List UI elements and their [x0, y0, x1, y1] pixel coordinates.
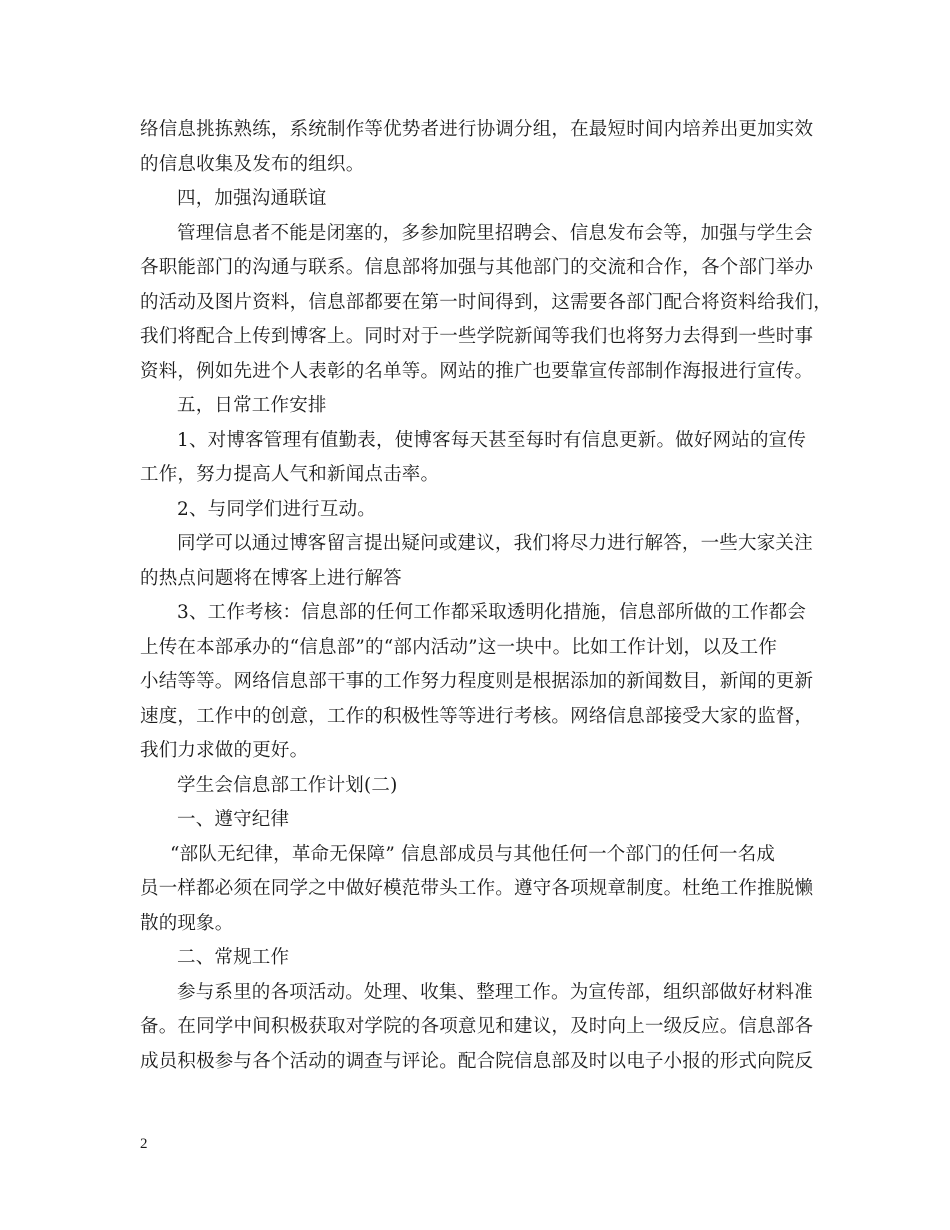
paragraph-line: 的信息收集及发布的组织。	[140, 153, 365, 175]
section-heading: 二、常规工作	[177, 947, 290, 968]
paragraph-line: 我们力求做的更好。	[140, 740, 309, 761]
paragraph-line: 成员积极参与各个活动的调查与评论。配合院信息部及时以电子小报的形式向院反	[140, 1050, 814, 1072]
paragraph-line: 工作，努力提高人气和新闻点击率。	[140, 464, 440, 485]
document-title: 学生会信息部工作计划(二)	[177, 774, 398, 796]
paragraph-line: 各职能部门的沟通与联系。信息部将加强与其他部门的交流和合作，各个部门举办	[140, 257, 814, 278]
paragraph-line: 小结等等。网络信息部干事的工作努力程度则是根据添加的新闻数目，新闻的更新	[140, 671, 814, 692]
paragraph-line: 1、对博客管理有值勤表，使博客每天甚至每时有信息更新。做好网站的宣传	[177, 429, 807, 451]
section-heading: 四，加强沟通联谊	[177, 188, 327, 209]
paragraph-line: “部队无纪律，革命无保障” 信息部成员与其他任何一个部门的任何一名成	[170, 843, 776, 865]
paragraph-line: 备。在同学中间积极获取对学院的各项意见和建议，及时向上一级反应。信息部各	[140, 1016, 814, 1037]
paragraph-line: 速度，工作中的创意，工作的积极性等等进行考核。网络信息部接受大家的监督，	[140, 705, 814, 727]
paragraph-line: 的热点问题将在博客上进行解答	[140, 567, 402, 589]
section-heading: 一、遵守纪律	[177, 809, 290, 830]
paragraph-line: 络信息挑拣熟练，系统制作等优势者进行协调分组，在最短时间内培养出更加实效	[140, 119, 814, 140]
paragraph-line: 资料，例如先进个人表彰的名单等。网站的推广也要靠宣传部制作海报进行宣传。	[140, 360, 814, 382]
paragraph-line: 2、与同学们进行互动。	[177, 498, 376, 520]
paragraph-line: 散的现象。	[140, 912, 234, 934]
document-body	[140, 113, 832, 1079]
page-number: 2	[140, 1136, 148, 1152]
section-heading: 五，日常工作安排	[177, 395, 327, 416]
paragraph-line: 我们将配合上传到博客上。同时对于一些学院新闻等我们也将努力去得到一些时事	[140, 326, 814, 347]
paragraph-line: 3、工作考核：信息部的任何工作都采取透明化措施，信息部所做的工作都会	[177, 602, 807, 623]
paragraph-line: 的活动及图片资料，信息部都要在第一时间得到，这需要各部门配合将资料给我们，	[140, 291, 832, 313]
paragraph-line: 参与系里的各项活动。处理、收集、整理工作。为宣传部，组织部做好材料准	[177, 981, 813, 1003]
paragraph-line: 上传在本部承办的“信息部”的“部内活动”这一块中。比如工作计划，以及工作	[140, 636, 778, 658]
paragraph-line: 同学可以通过博客留言提出疑问或建议，我们将尽力进行解答，一些大家关注	[177, 533, 813, 554]
paragraph-line: 管理信息者不能是闭塞的，多参加院里招聘会、信息发布会等，加强与学生会	[177, 222, 813, 244]
paragraph-line: 员一样都必须在同学之中做好模范带头工作。遵守各项规章制度。杜绝工作推脱懒	[140, 878, 814, 899]
